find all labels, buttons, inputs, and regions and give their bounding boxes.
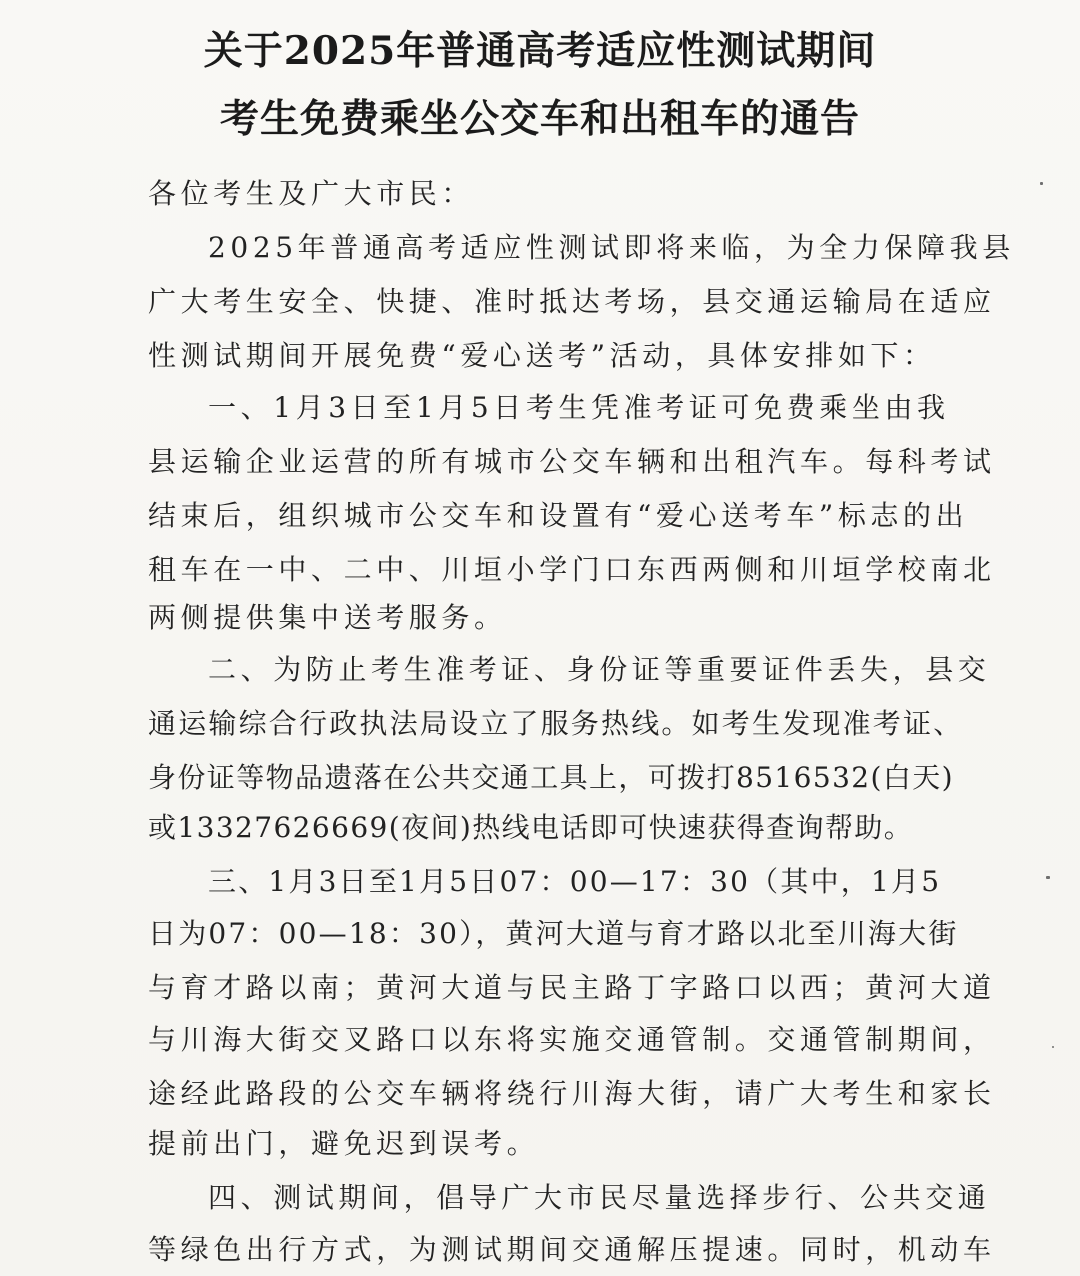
item3-line: 与川海大街交叉路口以东将实施交通管制。交通管制期间， xyxy=(148,1023,996,1056)
item4-line: 等绿色出行方式，为测试期间交通解压提速。同时，机动车 xyxy=(148,1233,996,1266)
notice-title-line-1: 关于2025年普通高考适应性测试期间 xyxy=(203,28,877,74)
item3-line: 日为07：00—18：30），黄河大道与育才路以北至川海大街 xyxy=(148,917,959,950)
item1-line: 结束后，组织城市公交车和设置有“爱心送考车”标志的出 xyxy=(148,499,969,532)
item3-line: 三、1月3日至1月5日07：00—17：30（其中，1月5 xyxy=(208,865,942,898)
item3-line: 与育才路以南；黄河大道与民主路丁字路口以西；黄河大道 xyxy=(148,971,996,1004)
salutation: 各位考生及广大市民： xyxy=(148,177,475,210)
scan-speck xyxy=(1046,876,1050,879)
item2-line: 身份证等物品遗落在公共交通工具上，可拨打8516532(白天) xyxy=(148,761,954,794)
scan-speck xyxy=(1052,1046,1054,1048)
item1-line: 一、1月3日至1月5日考生凭准考证可免费乘坐由我 xyxy=(208,391,950,424)
item4-line: 四、测试期间，倡导广大市民尽量选择步行、公共交通 xyxy=(208,1181,991,1214)
item1-line: 县运输企业运营的所有城市公交车辆和出租汽车。每科考试 xyxy=(148,445,996,478)
item2-line: 或13327626669(夜间)热线电话即可快速获得查询帮助。 xyxy=(148,811,914,844)
item1-line: 两侧提供集中送考服务。 xyxy=(148,601,507,634)
item3-line: 提前出门，避免迟到误考。 xyxy=(148,1127,540,1160)
intro-line: 广大考生安全、快捷、准时抵达考场，县交通运输局在适应 xyxy=(148,285,996,318)
item2-line: 二、为防止考生准考证、身份证等重要证件丢失，县交 xyxy=(208,653,991,686)
intro-line: 性测试期间开展免费“爱心送考”活动，具体安排如下： xyxy=(148,339,936,372)
notice-title-line-2: 考生免费乘坐公交车和出租车的通告 xyxy=(219,96,860,142)
item3-line: 途经此路段的公交车辆将绕行川海大街，请广大考生和家长 xyxy=(148,1077,996,1110)
item2-line: 通运输综合行政执法局设立了服务热线。如考生发现准考证、 xyxy=(148,707,964,740)
scan-speck xyxy=(1040,182,1043,185)
item1-line: 租车在一中、二中、川垣小学门口东西两侧和川垣学校南北 xyxy=(148,553,996,586)
intro-line: 2025年普通高考适应性测试即将来临，为全力保障我县 xyxy=(208,231,1015,264)
